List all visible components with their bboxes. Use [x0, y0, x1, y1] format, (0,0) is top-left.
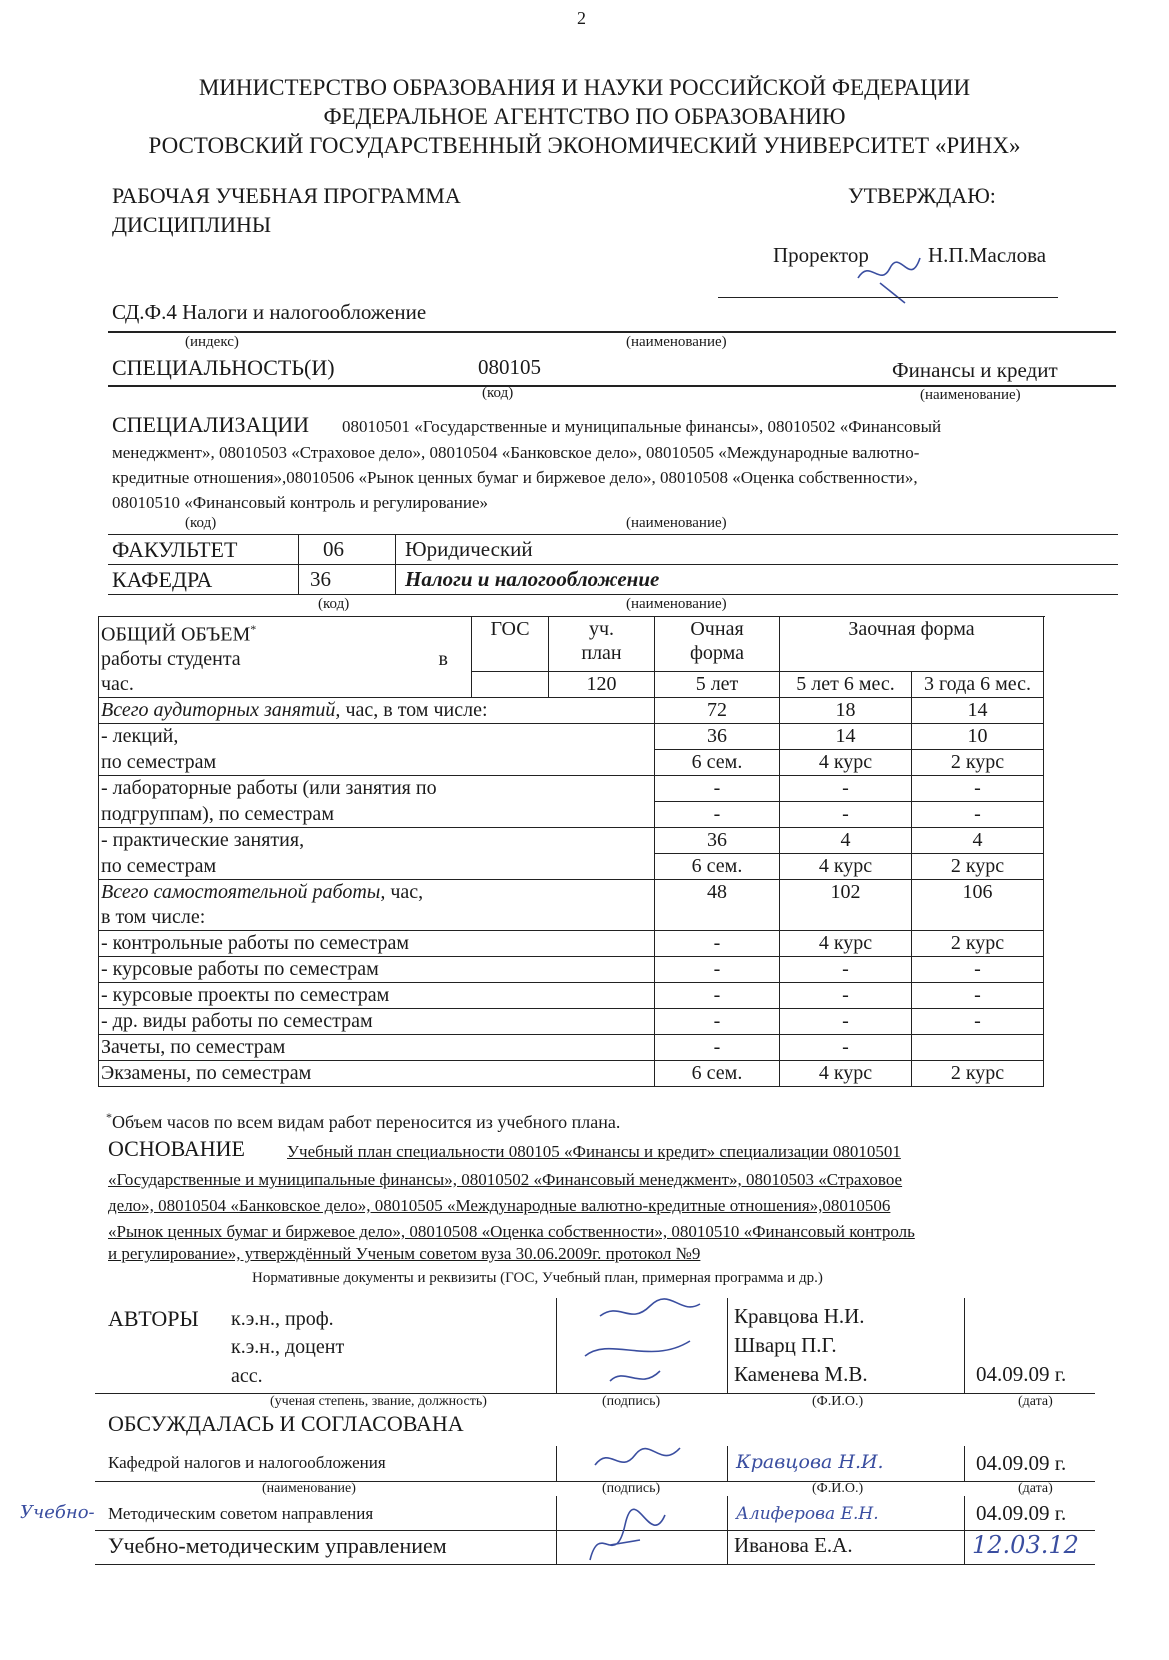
- agreed-row2-fio: Алиферова Е.Н.: [736, 1504, 879, 1524]
- cell: 106: [912, 880, 1044, 906]
- specializations-line-2: менеджмент», 08010503 «Страховое дело», 08010504 «Банковское дело», 08010505 «Международные валютно-: [112, 443, 920, 462]
- cell: -: [912, 776, 1044, 802]
- table-row: [99, 724, 1044, 750]
- specializations-line-4: 08010510 «Финансовый контроль и регулирование»: [112, 493, 489, 512]
- row-label: Всего аудиторных занятий, час, в том числе:: [99, 698, 655, 724]
- total-volume-header-line3: час.: [99, 672, 472, 698]
- cell: -: [780, 1035, 912, 1061]
- program-title: РАБОЧАЯ УЧЕБНАЯ ПРОГРАММА: [112, 183, 461, 208]
- row-label: Экзамены, по семестрам: [99, 1061, 655, 1087]
- table-row: [99, 1035, 1044, 1061]
- total-volume-header-line2: работы студента в: [99, 647, 472, 672]
- part-time-term-2: 3 года 6 мес.: [912, 672, 1044, 698]
- part-time-term-1: 5 лет 6 мес.: [780, 672, 912, 698]
- specialty-name: Финансы и кредит: [892, 358, 1058, 382]
- author-degree-3: асс.: [231, 1365, 263, 1387]
- cell: [655, 905, 780, 931]
- agreed-row1-fio: Кравцова Н.И.: [736, 1451, 884, 1473]
- table-row: [99, 802, 1044, 828]
- specializations-name-caption: (наименование): [626, 515, 727, 531]
- cell: -: [780, 957, 912, 983]
- specializations-code-caption: (код): [185, 515, 217, 531]
- agency-heading: ФЕДЕРАЛЬНОЕ АГЕНТСТВО ПО ОБРАЗОВАНИЮ: [323, 104, 846, 129]
- cell: 72: [655, 698, 780, 724]
- cell: -: [912, 957, 1044, 983]
- cell: -: [655, 931, 780, 957]
- approver-name: Н.П.Маслова: [928, 243, 1047, 267]
- cell: 4 курс: [780, 931, 912, 957]
- row-label: Всего самостоятельной работы, час,: [99, 880, 655, 906]
- agreed-date-caption: (дата): [1018, 1481, 1053, 1496]
- table-row: [99, 1009, 1044, 1035]
- author-name-1: Кравцова Н.И.: [734, 1304, 865, 1328]
- specializations-label: СПЕЦИАЛИЗАЦИИ: [112, 412, 310, 437]
- row-label: подгруппам), по семестрам: [99, 802, 655, 828]
- department-label: КАФЕДРА: [112, 567, 213, 592]
- table-row: [99, 854, 1044, 880]
- agreed-row3-fio: Иванова Е.А.: [734, 1533, 853, 1557]
- basis-line-2: «Государственные и муниципальные финансы», 08010502 «Финансовый менеджмент», 08010503 «Страховое: [108, 1170, 903, 1189]
- agreed-fio-caption: (Ф.И.О.): [812, 1481, 864, 1496]
- part-time-header: Заочная форма: [780, 617, 1044, 672]
- cell: -: [912, 802, 1044, 828]
- cell: 4: [780, 828, 912, 854]
- program-subtitle: ДИСЦИПЛИНЫ: [112, 212, 272, 237]
- row-label: Зачеты, по семестрам: [99, 1035, 655, 1061]
- cell: 2 курс: [912, 854, 1044, 880]
- workload-table: [98, 616, 1044, 1087]
- specialty-code-caption: (код): [482, 385, 514, 401]
- table-footnote: *Объем часов по всем видам работ переносится из учебного плана.: [106, 1110, 621, 1132]
- agreed-row3-name: Учебно-методическим управлением: [108, 1533, 447, 1558]
- basis-caption: Нормативные документы и реквизиты (ГОС, Учебный план, примерная программа и др.): [252, 1270, 823, 1286]
- cell: 4 курс: [780, 854, 912, 880]
- author-degree-1: к.э.н., проф.: [231, 1308, 334, 1330]
- cell: 2 курс: [912, 1061, 1044, 1087]
- department-code-caption: (код): [318, 596, 350, 612]
- table-row: [99, 931, 1044, 957]
- cell: 48: [655, 880, 780, 906]
- department-name: Налоги и налогообложение: [405, 567, 660, 591]
- specializations-line-3: кредитные отношения»,08010506 «Рынок ценных бумаг и биржевое дело», 08010508 «Оценка собственности»,: [112, 468, 918, 487]
- row-label: по семестрам: [99, 750, 655, 776]
- cell: 18: [780, 698, 912, 724]
- cell: 2 курс: [912, 750, 1044, 776]
- approve-label: УТВЕРЖДАЮ:: [848, 183, 996, 208]
- author-name-3: Каменева М.В.: [734, 1362, 868, 1386]
- department-name-caption: (наименование): [626, 596, 727, 612]
- authors-sign-caption: (подпись): [602, 1394, 661, 1409]
- specializations-line-1: 08010501 «Государственные и муниципальные финансы», 08010502 «Финансовый: [342, 417, 942, 436]
- authors-label: АВТОРЫ: [108, 1306, 199, 1331]
- authors-signatures: [570, 1296, 720, 1396]
- cell: 36: [655, 724, 780, 750]
- cell: -: [655, 1009, 780, 1035]
- plan-value: 120: [549, 672, 655, 698]
- agreed-name-caption: (наименование): [262, 1481, 356, 1496]
- faculty-code: 06: [323, 537, 344, 561]
- table-row: [99, 828, 1044, 854]
- agreed-row1-name: Кафедрой налогов и налогообложения: [108, 1453, 386, 1472]
- cell: -: [655, 776, 780, 802]
- author-name-2: Шварц П.Г.: [734, 1333, 837, 1357]
- cell: -: [655, 802, 780, 828]
- basis-line-1: Учебный план специальности 080105 «Финансы и кредит» специализации 08010501: [287, 1142, 901, 1161]
- cell: -: [780, 1009, 912, 1035]
- cell: 14: [780, 724, 912, 750]
- table-row: [99, 750, 1044, 776]
- authors-degree-caption: (ученая степень, звание, должность): [270, 1394, 487, 1409]
- full-time-header: Очная форма: [655, 617, 780, 672]
- row-label: - лекций,: [99, 724, 655, 750]
- authors-fio-caption: (Ф.И.О.): [812, 1394, 864, 1409]
- cell: [780, 905, 912, 931]
- cell: 6 сем.: [655, 1061, 780, 1087]
- approver-role: Проректор: [773, 243, 869, 267]
- cell: 4: [912, 828, 1044, 854]
- agreed-row2-prefix: Учебно-: [20, 1502, 95, 1523]
- ministry-heading: МИНИСТЕРСТВО ОБРАЗОВАНИЯ И НАУКИ РОССИЙСКОЙ ФЕДЕРАЦИИ: [198, 75, 971, 100]
- row-label: - др. виды работы по семестрам: [99, 1009, 655, 1035]
- cell: 4 курс: [780, 750, 912, 776]
- table-row: [99, 880, 1044, 906]
- total-volume-header: ОБЩИЙ ОБЪЕМ*: [99, 617, 472, 647]
- university-heading: РОСТОВСКИЙ ГОСУДАРСТВЕННЫЙ ЭКОНОМИЧЕСКИЙ УНИВЕРСИТЕТ «РИНХ»: [148, 133, 1021, 158]
- row-label: - лабораторные работы (или занятия по: [99, 776, 655, 802]
- faculty-name: Юридический: [405, 537, 533, 561]
- cell: -: [655, 957, 780, 983]
- agreed-sign-caption: (подпись): [602, 1481, 661, 1496]
- discipline-text: СД.Ф.4 Налоги и налогообложение: [112, 300, 427, 324]
- row-label: в том числе:: [99, 905, 655, 931]
- cell: -: [780, 776, 912, 802]
- table-row: [99, 957, 1044, 983]
- gos-header: ГОС: [472, 617, 549, 672]
- table-row: [99, 1061, 1044, 1087]
- cell: [912, 1035, 1044, 1061]
- row-label: - курсовые работы по семестрам: [99, 957, 655, 983]
- authors-date-caption: (дата): [1018, 1394, 1053, 1409]
- cell: 36: [655, 828, 780, 854]
- cell: -: [655, 983, 780, 1009]
- agreed-row3-signature: [570, 1500, 680, 1580]
- agreed-row1-date: 04.09.09 г.: [976, 1451, 1067, 1475]
- page-number: 2: [577, 8, 586, 28]
- agreed-row3-date: 12.03.12: [972, 1531, 1079, 1559]
- basis-line-5: и регулирование», утверждённый Ученым советом вуза 30.06.2009г. протокол №9: [108, 1244, 701, 1263]
- agreed-row2-name: Методическим советом направления: [108, 1504, 374, 1523]
- agreed-title: ОБСУЖДАЛАСЬ И СОГЛАСОВАНА: [108, 1411, 464, 1436]
- cell: 4 курс: [780, 1061, 912, 1087]
- basis-line-4: «Рынок ценных бумаг и биржевое дело», 08010508 «Оценка собственности», 08010510 «Финансовый контроль: [108, 1222, 915, 1241]
- row-label: - контрольные работы по семестрам: [99, 931, 655, 957]
- full-time-term: 5 лет: [655, 672, 780, 698]
- cell: -: [912, 1009, 1044, 1035]
- faculty-label: ФАКУЛЬТЕТ: [112, 537, 238, 562]
- cell: 2 курс: [912, 931, 1044, 957]
- table-row: [99, 905, 1044, 931]
- table-row: [99, 698, 1044, 724]
- plan-header: уч. план: [549, 617, 655, 672]
- row-label: - курсовые проекты по семестрам: [99, 983, 655, 1009]
- basis-line-3: дело», 08010504 «Банковское дело», 08010505 «Международные валютно-кредитные отношения»,08010506: [108, 1196, 891, 1215]
- gos-value: [472, 672, 549, 698]
- index-caption: (индекс): [185, 334, 239, 350]
- cell: -: [780, 802, 912, 828]
- table-subheader-row: [99, 672, 1044, 698]
- table-row: [99, 776, 1044, 802]
- cell: -: [655, 1035, 780, 1061]
- authors-date: 04.09.09 г.: [976, 1362, 1067, 1386]
- cell: 10: [912, 724, 1044, 750]
- agreed-row2-date: 04.09.09 г.: [976, 1501, 1067, 1525]
- cell: 102: [780, 880, 912, 906]
- cell: 14: [912, 698, 1044, 724]
- cell: [912, 905, 1044, 931]
- cell: 6 сем.: [655, 854, 780, 880]
- department-code: 36: [310, 567, 331, 591]
- cell: -: [780, 983, 912, 1009]
- table-row: [99, 983, 1044, 1009]
- cell: 6 сем.: [655, 750, 780, 776]
- approver-signature: [850, 248, 930, 308]
- basis-label: ОСНОВАНИЕ: [108, 1136, 245, 1161]
- agreed-row1-signature: [585, 1440, 695, 1480]
- specialty-code: 080105: [478, 355, 541, 379]
- row-label: по семестрам: [99, 854, 655, 880]
- specialty-label: СПЕЦИАЛЬНОСТЬ(И): [112, 355, 335, 380]
- author-degree-2: к.э.н., доцент: [231, 1336, 345, 1358]
- row-label: - практические занятия,: [99, 828, 655, 854]
- cell: -: [912, 983, 1044, 1009]
- specialty-name-caption: (наименование): [920, 387, 1021, 403]
- table-header-row: [99, 617, 1044, 647]
- name-caption: (наименование): [626, 334, 727, 350]
